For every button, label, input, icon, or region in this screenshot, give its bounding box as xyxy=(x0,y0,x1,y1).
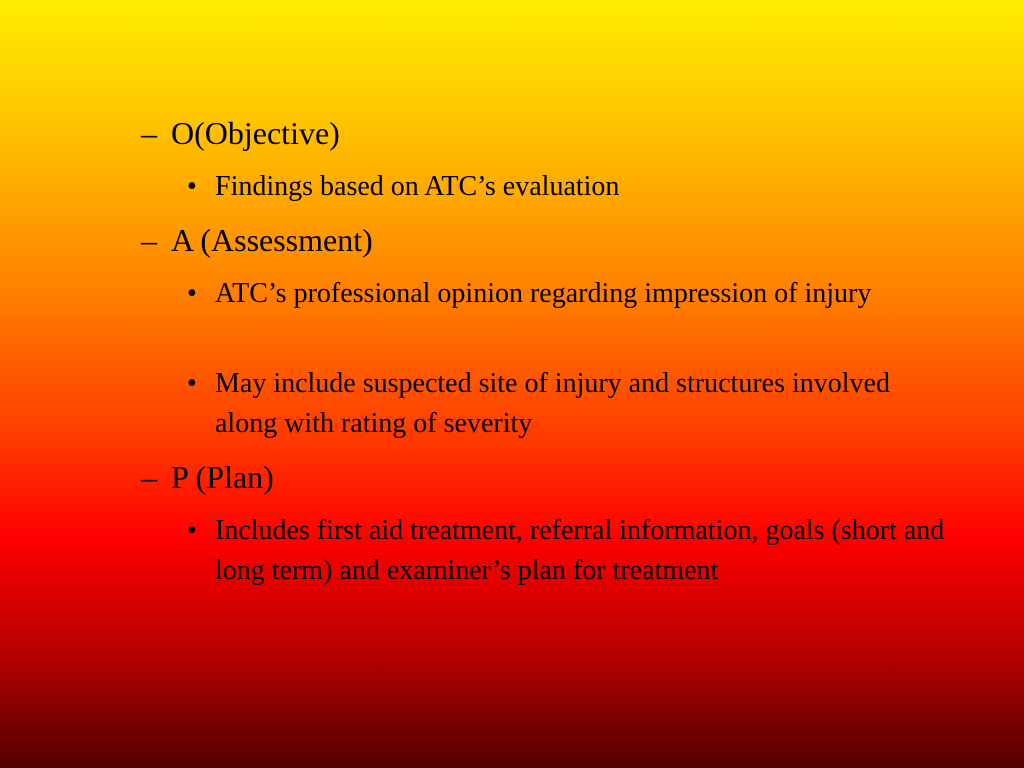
dash-marker: – xyxy=(141,459,157,495)
heading-objective xyxy=(141,115,340,151)
bullet-plan-1-text: Includes first aid treatment, referral information, goals (short and long term) and examiner’s plan for treatment xyxy=(215,515,945,586)
bullet-assessment-2 xyxy=(187,364,947,444)
bullet-assessment-1 xyxy=(187,274,947,314)
bullet-marker: • xyxy=(187,515,197,546)
bullet-assessment-1-text: ATC’s professional opinion regarding impression of injury xyxy=(215,278,872,309)
dash-marker: – xyxy=(141,222,157,258)
bullet-objective-1-text: Findings based on ATC’s evaluation xyxy=(215,171,620,202)
bullet-assessment-2-text: May include suspected site of injury and structures involved along with rating of severity xyxy=(215,368,890,439)
heading-plan-text: P (Plan) xyxy=(171,459,274,495)
bullet-plan-1 xyxy=(187,511,947,591)
bullet-marker: • xyxy=(187,171,197,202)
heading-assessment xyxy=(141,222,373,258)
bullet-marker: • xyxy=(187,368,197,399)
bullet-objective-1 xyxy=(187,167,947,207)
bullet-marker: • xyxy=(187,278,197,309)
heading-assessment-text: A (Assessment) xyxy=(171,222,373,258)
heading-plan xyxy=(141,459,274,495)
heading-objective-text: O(Objective) xyxy=(171,115,340,151)
dash-marker: – xyxy=(141,115,157,151)
